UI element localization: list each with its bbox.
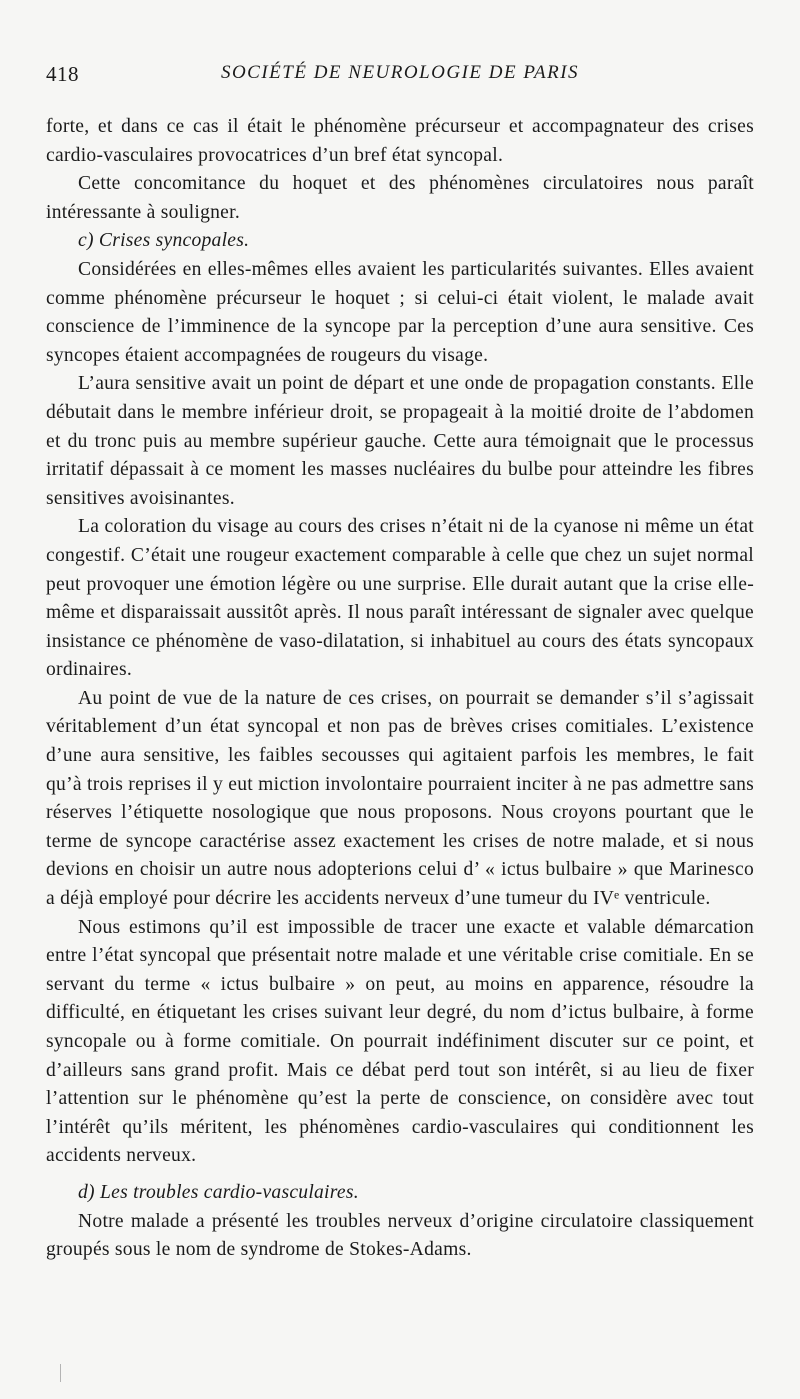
page-number: 418 (46, 62, 79, 86)
paragraph-hoquet: Cette concomitance du hoquet et des phénomènes circulatoires nous paraît intéressante à souligner. (46, 173, 754, 223)
section-label: d) (78, 1181, 95, 1203)
paragraph-aura: L’aura sensitive avait un point de départ et une onde de propagation constants. Elle débutait dans le membre inférieur droit, se propageait à la moitié droite de l’abdomen et du tronc puis au membre supérieur gauche. Cette aura témoignait que le processus irritatif dépassait à ce moment les masses nucléaires du bulbe pour atteindre les fibres sensitives avoisinantes. (46, 373, 754, 509)
section-label: c) (78, 230, 94, 252)
section-heading-d (46, 1179, 754, 1208)
paragraph-demarcation: Nous estimons qu’il est impossible de tracer une exacte et valable démarcation entre l’état syncopal que présentait notre malade et une véritable crise comitiale. En se servant du terme « ictus bulbaire » on peut, au moins en apparence, résoudre la difficulté, en étiquetant les crises suivant leur degré, du nom d’ictus bulbaire, à forme syncopale ou à forme comitiale. On pourrait indéfiniment discuter sur ce point, et d’ailleurs sans grand profit. Mais ce débat perd tout son intérêt, si au lieu de fixer l’attention sur le phénomène qu’est la perte de conscience, on considère avec tout l’intérêt qu’ils méritent, les phénomènes cardio-vasculaires qui conditionnent les accidents nerveux. (46, 916, 754, 1167)
paragraph-crises: Considérées en elles-mêmes elles avaient les particularités suivantes. Elles avaient comme phénomène précurseur le hoquet ; si celui-ci était violent, le malade avait conscience de l’imminence de la syncope par la perception d’une aura sensitive. Ces syncopes étaient accompagnées de rougeurs du visage. (46, 258, 754, 366)
section-heading-c (46, 227, 754, 256)
paragraph-continuation: forte, et dans ce cas il était le phénomène précurseur et accompagnateur des crises cardio-vasculaires provocatrices d’un bref état syncopal. (46, 116, 754, 166)
section-title: Crises syncopales. (98, 230, 250, 252)
running-title: SOCIÉTÉ DE NEUROLOGIE DE PARIS (220, 62, 580, 83)
paragraph-stokes-adams: Notre malade a présenté les troubles nerveux d’origine circulatoire classiquement groupés sous le nom de syndrome de Stokes-Adams. (46, 1210, 754, 1261)
section-title: Les troubles cardio-vasculaires. (99, 1181, 359, 1203)
page-body (46, 113, 754, 1265)
scan-mark (60, 1364, 62, 1382)
paragraph-nature: Au point de vue de la nature de ces crises, on pourrait se demander s’il s’agissait véritablement d’un état syncopal et non pas de brèves crises comitiales. L’existence d’une aura sensitive, les faibles secousses qui agitaient parfois les membres, le fait qu’à trois reprises il y eut miction involontaire pourraient inciter à ne pas admettre sans réserves l’étiquette nosologique que nous proposons. Nous croyons pourtant que le terme de syncope caractérise assez exactement les crises de notre malade, et si nous devions en choisir un autre nous adopterions celui d’ « ictus bulbaire » que Marinesco a déjà employé pour décrire les accidents nerveux d’une tumeur du IVᵉ ventricule. (46, 687, 754, 910)
page-header (46, 62, 754, 92)
paragraph-coloration: La coloration du visage au cours des crises n’était ni de la cyanose ni même un état congestif. C’était une rougeur exactement comparable à celle que chez un sujet normal peut provoquer une émotion légère ou une surprise. Elle durait autant que la crise elle-même et disparaissait aussitôt après. Il nous paraît intéressant de signaler avec quelque insistance ce phénomène de vaso-dilatation, si inhabituel au cours des états syncopaux ordinaires. (46, 516, 754, 681)
